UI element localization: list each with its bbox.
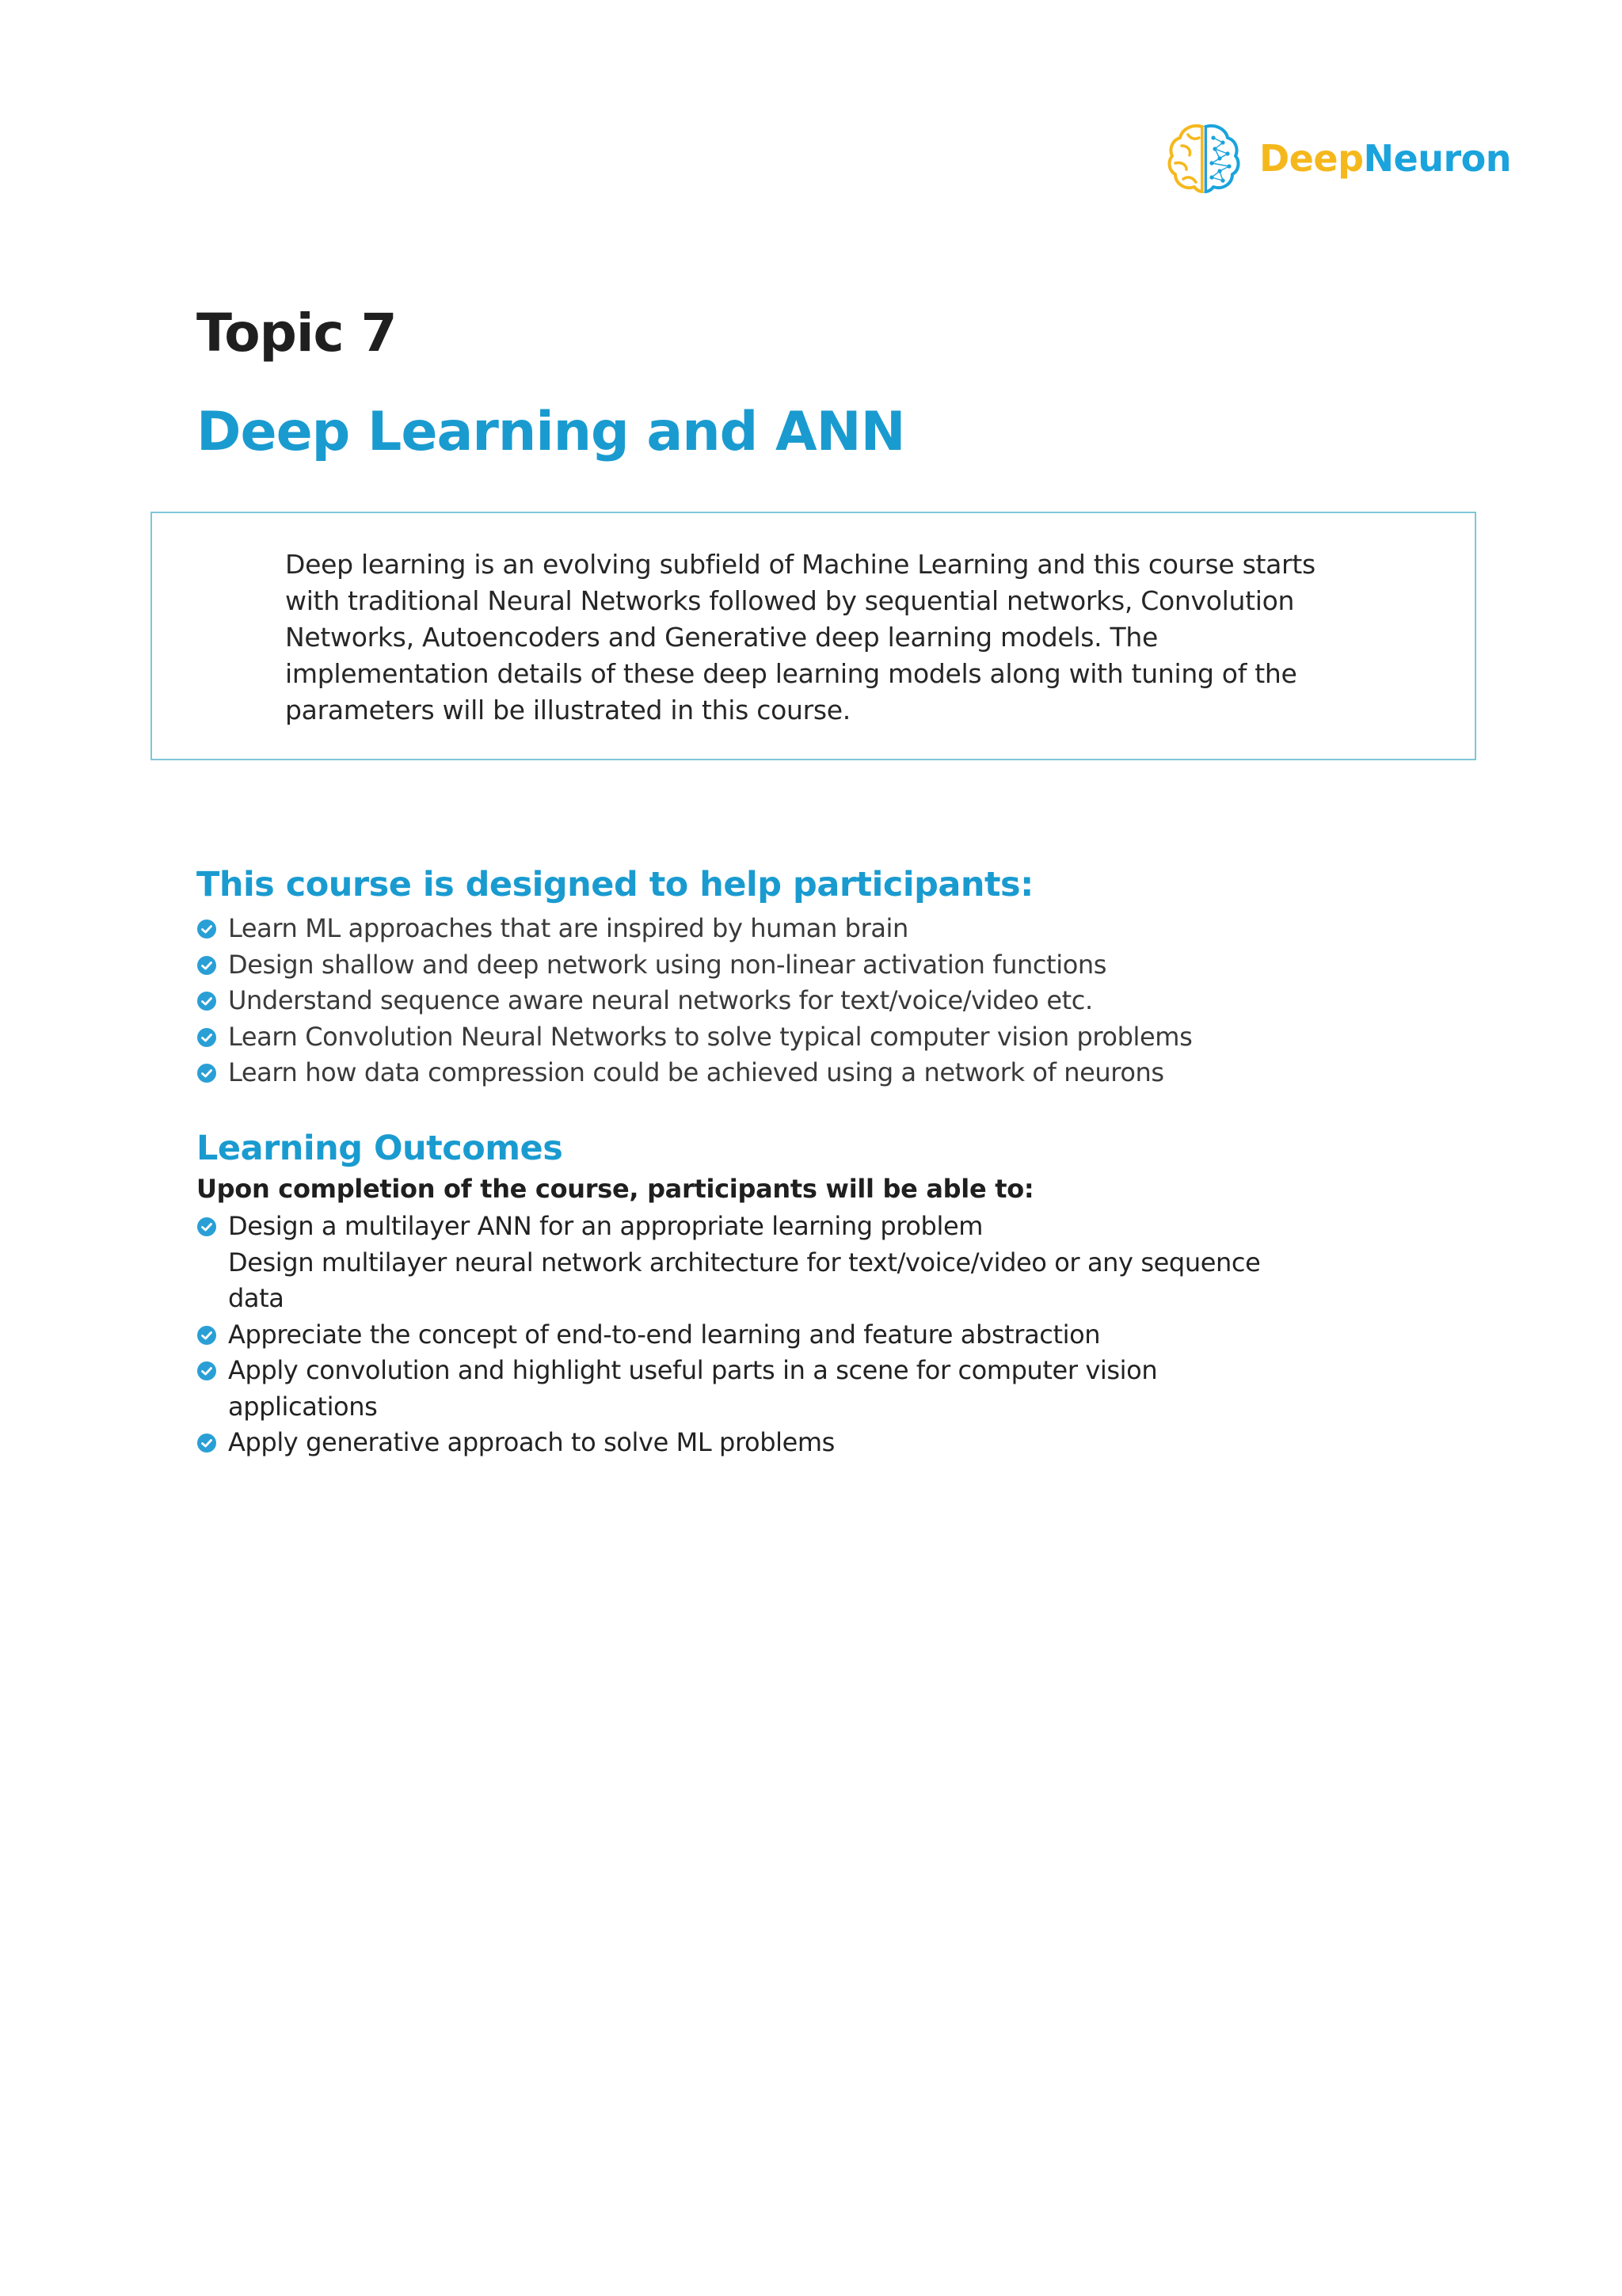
- check-circle-icon: [196, 1027, 217, 1048]
- list-item-text: Learn how data compression could be achieved using a network of neurons: [228, 1057, 1164, 1087]
- topic-label: Topic 7: [196, 303, 397, 364]
- list-item-text: Appreciate the concept of end-to-end learning and feature abstraction: [228, 1319, 1101, 1350]
- list-item: [196, 1209, 1305, 1245]
- list-item-text: Learn Convolution Neural Networks to solve typical computer vision problems: [228, 1021, 1193, 1052]
- list-item-text: Learn ML approaches that are inspired by human brain: [228, 913, 908, 943]
- list-item: [196, 947, 1305, 984]
- check-circle-icon: [196, 1325, 217, 1346]
- check-circle-icon: [196, 1361, 217, 1381]
- list-item: [196, 983, 1305, 1019]
- logo-text-neuron: Neuron: [1363, 137, 1511, 180]
- list-item: [196, 1353, 1305, 1425]
- topic-title: Deep Learning and ANN: [196, 401, 905, 463]
- learning-outcomes-intro: Upon completion of the course, participants will be able to:: [196, 1174, 1034, 1204]
- description-text: Deep learning is an evolving subfield of Machine Learning and this course starts with traditional Neural Networks followed by sequential networks, Convolution Networks, Autoencoders and Generative deep learning models. The implementation details of these deep learning models along with tuning of the parameters will be illustrated in this course.: [285, 549, 1315, 725]
- description-box: [150, 512, 1476, 760]
- course-goals-heading: This course is designed to help participants:: [196, 865, 1034, 904]
- check-circle-icon: [196, 1217, 217, 1237]
- logo-text-deep: Deep: [1259, 137, 1364, 180]
- learning-outcomes-heading: Learning Outcomes: [196, 1129, 563, 1168]
- learning-outcomes-list: [196, 1209, 1305, 1461]
- check-circle-icon: [196, 919, 217, 939]
- list-item-text: Apply convolution and highlight useful parts in a scene for computer vision applications: [228, 1355, 1158, 1422]
- bullet-spacer: [196, 1245, 217, 1266]
- check-circle-icon: [196, 1433, 217, 1453]
- list-item: [196, 1425, 1305, 1461]
- list-item-text: Understand sequence aware neural networks for text/voice/video etc.: [228, 985, 1093, 1015]
- deepneuron-logo: [1164, 119, 1511, 198]
- list-item-text: Design shallow and deep network using non-linear activation functions: [228, 949, 1107, 980]
- check-circle-icon: [196, 955, 217, 976]
- list-item: [196, 911, 1305, 947]
- course-goals-list: [196, 911, 1305, 1091]
- check-circle-icon: [196, 1063, 217, 1083]
- logo-wordmark: [1259, 137, 1511, 180]
- brain-icon: [1164, 119, 1243, 198]
- check-circle-icon: [196, 991, 217, 1011]
- list-item-text: Design multilayer neural network architecture for text/voice/video or any sequence data: [228, 1247, 1261, 1313]
- list-item-text: Design a multilayer ANN for an appropriate learning problem: [228, 1211, 984, 1241]
- list-item: [196, 1019, 1305, 1056]
- list-item: [196, 1245, 1305, 1317]
- list-item-text: Apply generative approach to solve ML problems: [228, 1427, 835, 1457]
- list-item: [196, 1055, 1305, 1091]
- list-item: [196, 1317, 1305, 1354]
